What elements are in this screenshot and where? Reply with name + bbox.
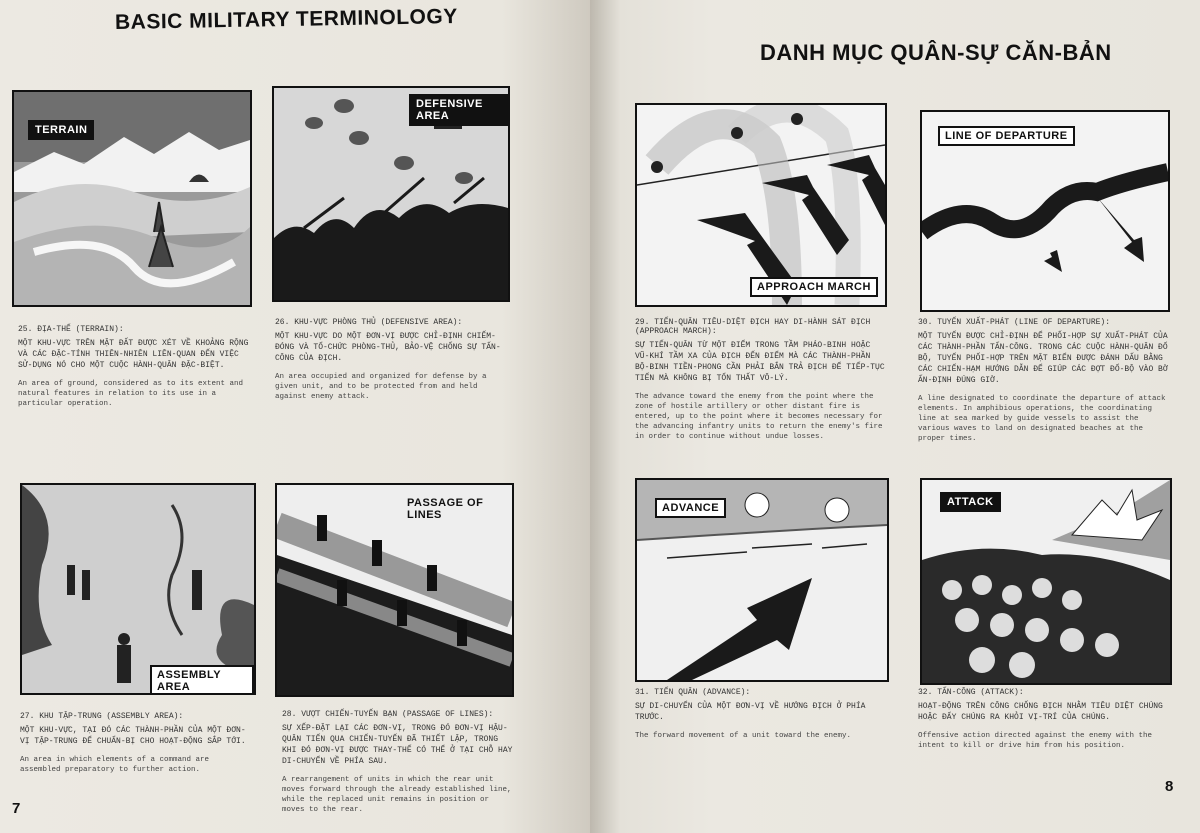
entry-number: 31. TIẾN QUÂN (ADVANCE): xyxy=(635,688,751,697)
entry-defensive-area xyxy=(275,318,507,402)
english-definition: A rearrangement of units in which the rear unit moves forward through the already established line, while the replaced unit remains in position or moves to the rear. xyxy=(282,776,512,814)
approach-march-label: APPROACH MARCH xyxy=(750,277,878,297)
line-of-departure-label: LINE OF DEPARTURE xyxy=(938,126,1075,146)
entry-number: 29. TIẾN-QUÂN TIÊU-DIỆT ĐỊCH HAY DI-HÀNH SÁT ĐỊCH (APPROACH MARCH): xyxy=(635,318,871,336)
vietnamese-definition: HOẠT-ĐỘNG TRÊN CÔNG CHỐNG ĐỊCH NHẰM TIÊU DIỆT CHÚNG HOẶC ĐẨY CHÚNG RA KHỎI VỊ-TRÍ CỦA CHÚNG. xyxy=(918,702,1163,722)
passage-of-lines-illustration xyxy=(275,483,514,697)
vietnamese-definition: MỘT KHU-VỰC DO MỘT ĐƠN-VỊ ĐƯỢC CHỈ-ĐỊNH CHIẾM-ĐÓNG VÀ TỔ-CHỨC PHÒNG-THỦ, BẢO-VỆ CHỐNG SỰ TẤN-CÔNG CỦA ĐỊCH. xyxy=(275,332,501,363)
terrain-label: TERRAIN xyxy=(28,120,94,140)
entry-attack xyxy=(918,688,1173,751)
passage-of-lines-label: PASSAGE OF LINES xyxy=(407,497,484,521)
left-page xyxy=(0,0,590,833)
line-of-departure-illustration xyxy=(920,110,1170,312)
vietnamese-definition: SỰ DI-CHUYỂN CỦA MỘT ĐƠN-VỊ VỀ HƯỚNG ĐỊCH Ở PHÍA TRƯỚC. xyxy=(635,702,866,722)
english-definition: The forward movement of a unit toward the enemy. xyxy=(635,732,852,740)
approach-march-illustration xyxy=(635,103,887,307)
entry-number: 27. KHU TẬP-TRUNG (ASSEMBLY AREA): xyxy=(20,712,184,721)
vietnamese-definition: MỘT TUYẾN ĐƯỢC CHỈ-ĐỊNH ĐỂ PHỐI-HỢP SỰ XUẤT-PHÁT CỦA CÁC THÀNH-PHẦN TẤN-CÔNG. TRONG CÁC CUỘC HÀNH-QUÂN ĐỔ BỘ, TUYẾN PHỐI-HỢP TRÊN MẶT BIỂN ĐƯỢC ĐÁNH DẤU BẰNG CÁC CHIẾN-HẠM HƯỚNG DẪN ĐỂ GIÚP CÁC ĐỢT ĐỔ-BỘ VÀO BỜ ẤN-ĐỊNH ĐÚNG GIỜ. xyxy=(918,332,1168,385)
entry-assembly-area xyxy=(20,712,252,775)
english-definition: A line designated to coordinate the departure of attack elements. In amphibious operations, the coordinating line at sea marked by guide vessels to assist the various waves to land on designated beaches at the proper times. xyxy=(918,395,1166,443)
english-definition: The advance toward the enemy from the point where the zone of hostile artillery or other distant fire is entered, up to the point where it becomes necessary for the advancing infantry units to return the enemy's fire in order to continue without undue losses. xyxy=(635,393,883,441)
assembly-area-illustration xyxy=(20,483,256,695)
vietnamese-definition: MỘT KHU-VỰC TRÊN MẶT ĐẤT ĐƯỢC XÉT VỀ KHOẢNG RỘNG VÀ CÁC ĐẶC-TÍNH THIÊN-NHIÊN LIÊN-QUAN ĐẾN VIỆC SỬ-DỤNG NÓ CHO MỘT CUỘC HÀNH-QUÂN ĐẶC-BIỆT. xyxy=(18,339,249,370)
entry-approach-march xyxy=(635,318,885,442)
advance-illustration xyxy=(635,478,889,682)
vietnamese-definition: SỰ XẾP-ĐẶT LẠI CÁC ĐƠN-VỊ, TRONG ĐÓ ĐƠN-VỊ HẬU-QUÂN TIẾN QUA CHIẾN-TUYẾN ĐÃ THIẾT LẬP, TRONG KHI ĐÓ ĐƠN-VỊ ĐƯỢC THAY-THẾ CÓ THỂ Ở TẠI CHỖ HAY DI-CHUYỂN VỀ PHÍA SAU. xyxy=(282,724,513,766)
english-definition: An area of ground, considered as to its extent and natural features in relation to its use in a particular operation. xyxy=(18,380,244,408)
entry-passage-of-lines xyxy=(282,710,514,815)
left-page-title: BASIC MILITARY TERMINOLOGY xyxy=(114,5,458,34)
english-definition: An area in which elements of a command are assembled preparatory to further action. xyxy=(20,756,210,774)
attack-illustration xyxy=(920,478,1172,685)
defensive-area-illustration xyxy=(272,86,510,302)
terrain-illustration xyxy=(12,90,252,307)
vietnamese-definition: MỘT KHU-VỰC, TẠI ĐÓ CÁC THÀNH-PHẦN CỦA MỘT ĐƠN-VỊ TẬP-TRUNG ĐỂ CHUẨN-BỊ CHO HOẠT-ĐỘNG SẮP TỚI. xyxy=(20,726,246,746)
assembly-area-label: ASSEMBLY AREA xyxy=(150,665,254,695)
advance-label: ADVANCE xyxy=(655,498,726,518)
right-page-title: DANH MỤC QUÂN-SỰ CĂN-BẢN xyxy=(760,40,1112,65)
left-page-number: 7 xyxy=(12,800,21,817)
entry-number: 28. VƯỢT CHIẾN-TUYẾN BẠN (PASSAGE OF LINES): xyxy=(282,710,494,719)
entry-number: 26. KHU-VỰC PHÒNG THỦ (DEFENSIVE AREA): xyxy=(275,318,463,327)
entry-advance xyxy=(635,688,885,741)
entry-number: 25. ĐỊA-THẾ (TERRAIN): xyxy=(18,325,124,334)
defensive-area-label: DEFENSIVE AREA xyxy=(409,94,508,126)
vietnamese-definition: SỰ TIẾN-QUÂN TỪ MỘT ĐIỂM TRONG TẦM PHÁO-BINH HOẶC VŨ-KHÍ TẦM XA CỦA ĐỊCH ĐẾN ĐIỂM MÀ CÁC THÀNH-PHẦN BỘ-BINH TIỀN-PHONG CẦN PHẢI BẮN TRẢ ĐỊCH ĐỂ TIẾP-TỤC TIẾN MÀ KHÔNG BỊ TỔN THẤT VÔ-LÝ. xyxy=(635,341,885,383)
right-page xyxy=(590,0,1200,833)
entry-number: 30. TUYẾN XUẤT-PHÁT (LINE OF DEPARTURE): xyxy=(918,318,1111,327)
english-definition: Offensive action directed against the enemy with the intent to kill or drive him from his position. xyxy=(918,732,1153,750)
entry-line-of-departure xyxy=(918,318,1173,444)
entry-number: 32. TẤN-CÔNG (ATTACK): xyxy=(918,688,1024,697)
english-definition: An area occupied and organized for defense by a given unit, and to be protected from and held against enemy attack. xyxy=(275,373,487,401)
attack-label: ATTACK xyxy=(940,492,1001,512)
entry-terrain xyxy=(18,325,250,409)
right-page-number: 8 xyxy=(1165,778,1174,795)
